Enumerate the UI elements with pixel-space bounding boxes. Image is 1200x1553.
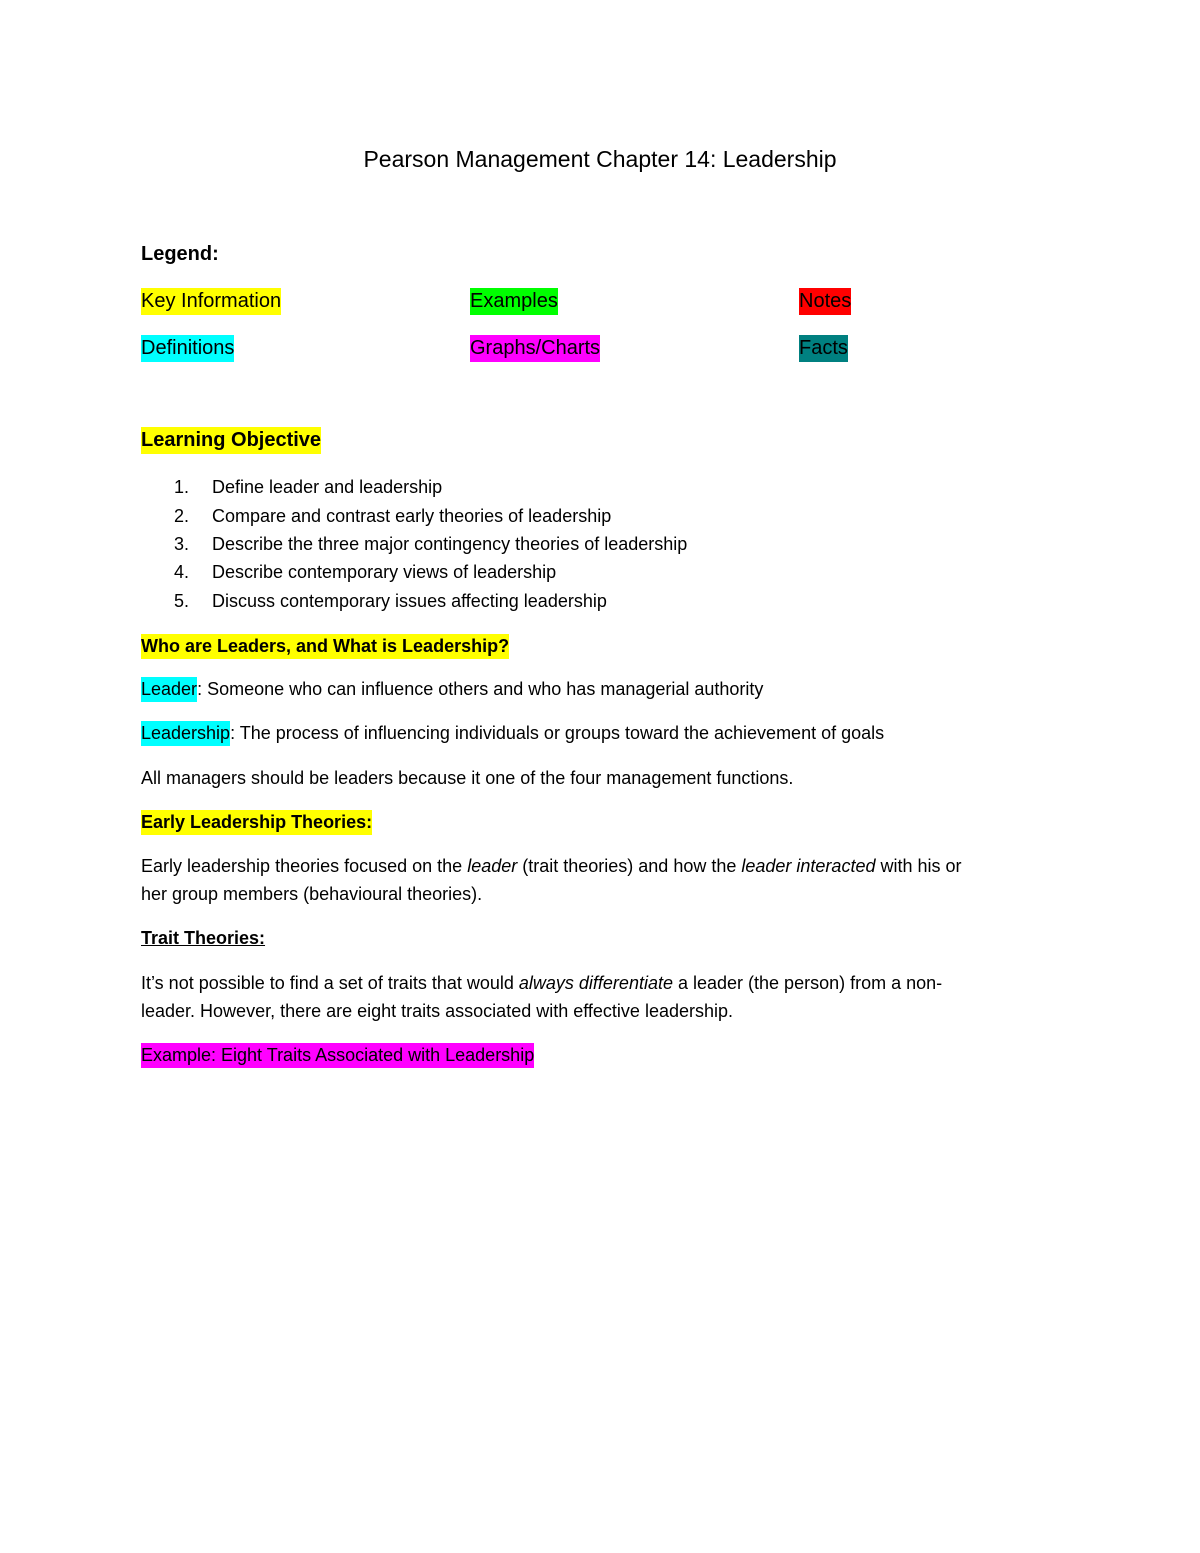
- legend-heading: Legend:: [141, 243, 219, 265]
- example-eight-traits: Example: Eight Traits Associated with Leadership: [141, 1042, 534, 1068]
- list-item: 2. Compare and contrast early theories of leadership: [174, 506, 612, 526]
- list-item: 5. Discuss contemporary issues affecting leadership: [174, 591, 607, 611]
- legend-label: Key Information: [141, 288, 281, 315]
- early-theories-paragraph-line2: her group members (behavioural theories).: [141, 884, 483, 904]
- legend-key-information: [141, 287, 281, 315]
- leaders-section-heading: Who are Leaders, and What is Leadership?: [141, 633, 509, 659]
- leadership-term: Leadership: [141, 721, 230, 746]
- managers-note: All managers should be leaders because it one of the four management functions.: [141, 768, 794, 788]
- list-item: 1. Define leader and leadership: [174, 477, 443, 497]
- legend-label: Facts: [799, 335, 848, 362]
- legend-label: Graphs/Charts: [470, 335, 600, 362]
- trait-theories-paragraph-line1: It’s not possible to find a set of traits that would always differentiate a leader (the person) from a non-: [141, 973, 943, 993]
- trait-theories-paragraph-line2: leader. However, there are eight traits associated with effective leadership.: [141, 1001, 733, 1021]
- legend-label: Definitions: [141, 335, 234, 362]
- leadership-definition: Leadership: The process of influencing individuals or groups toward the achievement of goals: [141, 720, 884, 746]
- legend-notes: [799, 287, 851, 315]
- legend-examples: [470, 287, 558, 315]
- legend-facts: [799, 334, 848, 362]
- list-item: 3. Describe the three major contingency theories of leadership: [174, 534, 688, 554]
- leader-definition: Leader: Someone who can influence others and who has managerial authority: [141, 676, 763, 702]
- page-title: Pearson Management Chapter 14: Leadership: [363, 146, 837, 172]
- early-theories-heading: Early Leadership Theories:: [141, 809, 372, 835]
- leader-term: Leader: [141, 677, 197, 702]
- learning-objective-heading: Learning Objective: [141, 427, 321, 453]
- legend-label: Examples: [470, 288, 558, 315]
- legend-graphs-charts: [470, 334, 600, 362]
- early-theories-paragraph-line1: Early leadership theories focused on the leader (trait theories) and how the leader interacted with his or: [141, 856, 962, 876]
- legend-label: Notes: [799, 288, 851, 315]
- legend-definitions: [141, 334, 234, 362]
- list-item: 4. Describe contemporary views of leadership: [174, 562, 557, 582]
- trait-theories-heading: Trait Theories:: [141, 928, 266, 948]
